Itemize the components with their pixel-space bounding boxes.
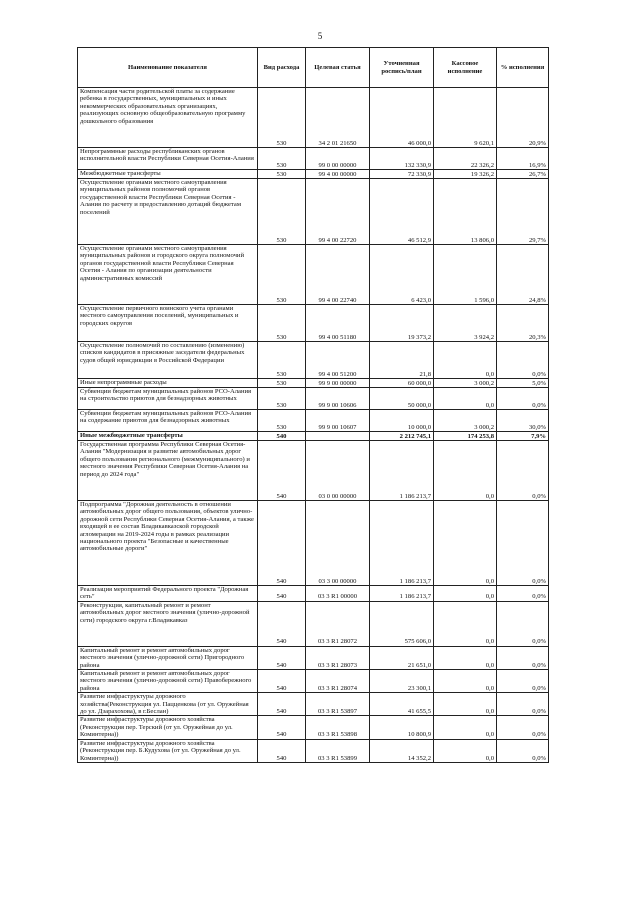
row-percent: 0,0% bbox=[497, 501, 549, 586]
table-row bbox=[78, 716, 549, 739]
table-row bbox=[78, 388, 549, 410]
row-plan: 1 186 213,7 bbox=[370, 441, 434, 501]
row-expense-type: 530 bbox=[258, 245, 306, 305]
table-row bbox=[78, 342, 549, 379]
row-plan: 19 373,2 bbox=[370, 305, 434, 342]
row-cash: 0,0 bbox=[434, 739, 497, 762]
row-expense-type: 540 bbox=[258, 501, 306, 586]
row-target-article: 03 3 R1 28073 bbox=[306, 646, 370, 669]
row-percent: 5,0% bbox=[497, 379, 549, 388]
row-plan: 46 512,9 bbox=[370, 179, 434, 245]
row-name: Капитальный ремонт и ремонт автомобильных дорог местного значения (улично-дорожной сети) Пригородного района bbox=[78, 646, 258, 669]
table-row bbox=[78, 379, 549, 388]
row-target-article: 03 3 R1 00000 bbox=[306, 586, 370, 602]
row-plan: 132 330,9 bbox=[370, 148, 434, 170]
row-target-article: 99 4 00 22720 bbox=[306, 179, 370, 245]
header-target-article: Целевая статья bbox=[306, 48, 370, 88]
row-expense-type: 540 bbox=[258, 646, 306, 669]
row-name: Осуществление органами местного самоуправления муниципальных районов полномочий органов государственной власти Республики Северная Осетия - Алания по расчету и предоставлению дотаций бюджетам поселений bbox=[78, 179, 258, 245]
page-number: 5 bbox=[317, 31, 323, 41]
table-row bbox=[78, 170, 549, 179]
header-indicator: Наименование показателя bbox=[78, 48, 258, 88]
row-expense-type: 530 bbox=[258, 342, 306, 379]
table-row bbox=[78, 432, 549, 441]
row-plan: 21,8 bbox=[370, 342, 434, 379]
row-expense-type: 540 bbox=[258, 739, 306, 762]
row-plan: 2 212 745,1 bbox=[370, 432, 434, 441]
row-expense-type: 540 bbox=[258, 716, 306, 739]
table-row bbox=[78, 670, 549, 693]
row-name: Компенсация части родительской платы за содержание ребенка в государственных, муниципальных и иных некоммерческих образовательных организациях, реализующих основную общеобразовательную программу дошкольного образования bbox=[78, 88, 258, 148]
row-percent: 20,9% bbox=[497, 88, 549, 148]
header-plan: Уточненная роспись/план bbox=[370, 48, 434, 88]
row-plan: 575 606,0 bbox=[370, 601, 434, 646]
row-expense-type: 540 bbox=[258, 693, 306, 716]
row-name: Иные непрограммные расходы bbox=[78, 379, 258, 388]
budget-table bbox=[77, 47, 549, 763]
row-expense-type: 540 bbox=[258, 586, 306, 602]
table-row bbox=[78, 305, 549, 342]
row-expense-type: 530 bbox=[258, 379, 306, 388]
table-row bbox=[78, 148, 549, 170]
row-plan: 10 800,9 bbox=[370, 716, 434, 739]
row-expense-type: 530 bbox=[258, 148, 306, 170]
table-row bbox=[78, 646, 549, 669]
row-expense-type: 540 bbox=[258, 441, 306, 501]
row-cash: 0,0 bbox=[434, 388, 497, 410]
row-expense-type: 530 bbox=[258, 305, 306, 342]
row-percent: 0,0% bbox=[497, 716, 549, 739]
row-target-article: 99 0 00 00000 bbox=[306, 148, 370, 170]
row-name: Развитие инфраструктуры дорожного хозяйства (Реконструкция пер. Б.Кудухова (от ул. Оружейная до ул. Коминтерна)) bbox=[78, 739, 258, 762]
row-target-article: 34 2 01 21650 bbox=[306, 88, 370, 148]
row-expense-type: 540 bbox=[258, 670, 306, 693]
row-target-article: 03 3 R1 53897 bbox=[306, 693, 370, 716]
row-expense-type: 530 bbox=[258, 410, 306, 432]
table-row bbox=[78, 441, 549, 501]
row-plan: 14 352,2 bbox=[370, 739, 434, 762]
row-plan: 50 000,0 bbox=[370, 388, 434, 410]
row-name: Осуществление органами местного самоуправления муниципальных районов и городского округа полномочий органов государственной власти Республики Северная Осетия - Алания по организации деятельности административных комиссий bbox=[78, 245, 258, 305]
row-name: Осуществление полномочий по составлению (изменению) списков кандидатов в присяжные заседатели федеральных судов общей юрисдикции в Российской Федерации bbox=[78, 342, 258, 379]
row-target-article: 03 3 R1 53899 bbox=[306, 739, 370, 762]
row-cash: 22 326,2 bbox=[434, 148, 497, 170]
row-percent: 24,8% bbox=[497, 245, 549, 305]
row-percent: 30,0% bbox=[497, 410, 549, 432]
row-plan: 60 000,0 bbox=[370, 379, 434, 388]
row-cash: 1 596,0 bbox=[434, 245, 497, 305]
row-cash: 3 000,2 bbox=[434, 379, 497, 388]
header-percent: % исполнения bbox=[497, 48, 549, 88]
row-target-article bbox=[306, 432, 370, 441]
row-plan: 1 186 213,7 bbox=[370, 586, 434, 602]
row-expense-type: 530 bbox=[258, 179, 306, 245]
row-percent: 0,0% bbox=[497, 670, 549, 693]
row-name: Государственная программа Республики Северная Осетия-Алания "Модернизация и развитие автомобильных дорог общего пользования регионального (межмуниципального) и местного значения Республики Северная Осетия-Алания на период до 2024 года" bbox=[78, 441, 258, 501]
row-target-article: 99 4 00 00000 bbox=[306, 170, 370, 179]
row-cash: 174 253,8 bbox=[434, 432, 497, 441]
table-row bbox=[78, 501, 549, 586]
row-target-article: 03 3 R1 53898 bbox=[306, 716, 370, 739]
header-cash: Кассовое исполнение bbox=[434, 48, 497, 88]
row-target-article: 99 4 00 22740 bbox=[306, 245, 370, 305]
row-cash: 3 000,2 bbox=[434, 410, 497, 432]
row-name: Подпрограмма "Дорожная деятельность в отношении автомобильных дорог общего пользования, объектов улично-дорожной сети Республики Северная Осетия-Алания, а также входящей в ее состав Владикавказской городской агломерации на 2019-2024 годы в рамках реализации национального проекта "Безопасные и качественные автомобильные дороги" bbox=[78, 501, 258, 586]
row-target-article: 03 0 00 00000 bbox=[306, 441, 370, 501]
row-name: Развитие инфраструктуры дорожного хозяйства (Реконструкция пер. Терский (от ул. Оружейная до ул. Коминтерна)) bbox=[78, 716, 258, 739]
row-plan: 10 000,0 bbox=[370, 410, 434, 432]
row-plan: 41 655,5 bbox=[370, 693, 434, 716]
table-row bbox=[78, 410, 549, 432]
row-cash: 9 620,1 bbox=[434, 88, 497, 148]
row-name: Субвенции бюджетам муниципальных районов РСО-Алания на строительство приютов для безнадзорных животных bbox=[78, 388, 258, 410]
row-percent: 29,7% bbox=[497, 179, 549, 245]
row-plan: 1 186 213,7 bbox=[370, 501, 434, 586]
row-expense-type: 530 bbox=[258, 170, 306, 179]
header-expense-type: Вид расхода bbox=[258, 48, 306, 88]
row-percent: 20,3% bbox=[497, 305, 549, 342]
table-row bbox=[78, 739, 549, 762]
row-cash: 0,0 bbox=[434, 501, 497, 586]
table-row bbox=[78, 693, 549, 716]
row-target-article: 03 3 00 00000 bbox=[306, 501, 370, 586]
row-cash: 0,0 bbox=[434, 693, 497, 716]
row-cash: 0,0 bbox=[434, 601, 497, 646]
row-cash: 3 924,2 bbox=[434, 305, 497, 342]
row-percent: 0,0% bbox=[497, 586, 549, 602]
row-name: Иные межбюджетные трансферты bbox=[78, 432, 258, 441]
row-name: Непрограммные расходы республиканских органов исполнительной власти Республики Северная Осетия-Алания bbox=[78, 148, 258, 170]
row-name: Реконструкция, капитальный ремонт и ремонт автомобильных дорог местного значения (улично-дорожной сети) городского округа г.Владикавказ bbox=[78, 601, 258, 646]
row-plan: 46 000,0 bbox=[370, 88, 434, 148]
row-expense-type: 530 bbox=[258, 388, 306, 410]
row-target-article: 03 3 R1 28072 bbox=[306, 601, 370, 646]
row-name: Капитальный ремонт и ремонт автомобильных дорог местного значения (улично-дорожной сети) Правобережного района bbox=[78, 670, 258, 693]
table-row bbox=[78, 179, 549, 245]
table-header-row bbox=[78, 48, 549, 88]
row-plan: 6 423,0 bbox=[370, 245, 434, 305]
row-expense-type: 530 bbox=[258, 88, 306, 148]
row-percent: 0,0% bbox=[497, 739, 549, 762]
row-target-article: 99 9 00 00000 bbox=[306, 379, 370, 388]
table-row bbox=[78, 601, 549, 646]
row-percent: 0,0% bbox=[497, 388, 549, 410]
table-row bbox=[78, 88, 549, 148]
row-name: Межбюджетные трансферты bbox=[78, 170, 258, 179]
row-cash: 0,0 bbox=[434, 716, 497, 739]
table-row bbox=[78, 586, 549, 602]
table-row bbox=[78, 245, 549, 305]
row-name: Реализация мероприятий Федерального проекта "Дорожная сеть" bbox=[78, 586, 258, 602]
row-cash: 0,0 bbox=[434, 342, 497, 379]
row-plan: 21 651,0 bbox=[370, 646, 434, 669]
row-cash: 0,0 bbox=[434, 670, 497, 693]
row-cash: 0,0 bbox=[434, 646, 497, 669]
row-percent: 7,9% bbox=[497, 432, 549, 441]
row-name: Субвенции бюджетам муниципальных районов РСО-Алания на содержание приютов для безнадзорных животных bbox=[78, 410, 258, 432]
row-name: Осуществление первичного воинского учета органами местного самоуправления поселений, муниципальных и городских округов bbox=[78, 305, 258, 342]
row-percent: 0,0% bbox=[497, 693, 549, 716]
row-expense-type: 540 bbox=[258, 432, 306, 441]
row-percent: 0,0% bbox=[497, 342, 549, 379]
row-plan: 23 300,1 bbox=[370, 670, 434, 693]
row-percent: 16,9% bbox=[497, 148, 549, 170]
row-percent: 0,0% bbox=[497, 601, 549, 646]
row-target-article: 99 4 00 51200 bbox=[306, 342, 370, 379]
row-target-article: 99 9 00 10607 bbox=[306, 410, 370, 432]
row-name: Развитие инфраструктуры дорожного хозяйства(Реконструкция ул. Пацценкова (от ул. Оружейная до ул. Дзарахохова), в г.Беслан) bbox=[78, 693, 258, 716]
row-cash: 0,0 bbox=[434, 441, 497, 501]
row-percent: 0,0% bbox=[497, 646, 549, 669]
row-percent: 0,0% bbox=[497, 441, 549, 501]
row-cash: 0,0 bbox=[434, 586, 497, 602]
row-target-article: 03 3 R1 28074 bbox=[306, 670, 370, 693]
row-cash: 13 806,0 bbox=[434, 179, 497, 245]
row-percent: 26,7% bbox=[497, 170, 549, 179]
row-cash: 19 326,2 bbox=[434, 170, 497, 179]
row-expense-type: 540 bbox=[258, 601, 306, 646]
row-target-article: 99 9 00 10606 bbox=[306, 388, 370, 410]
row-plan: 72 330,9 bbox=[370, 170, 434, 179]
row-target-article: 99 4 00 51180 bbox=[306, 305, 370, 342]
